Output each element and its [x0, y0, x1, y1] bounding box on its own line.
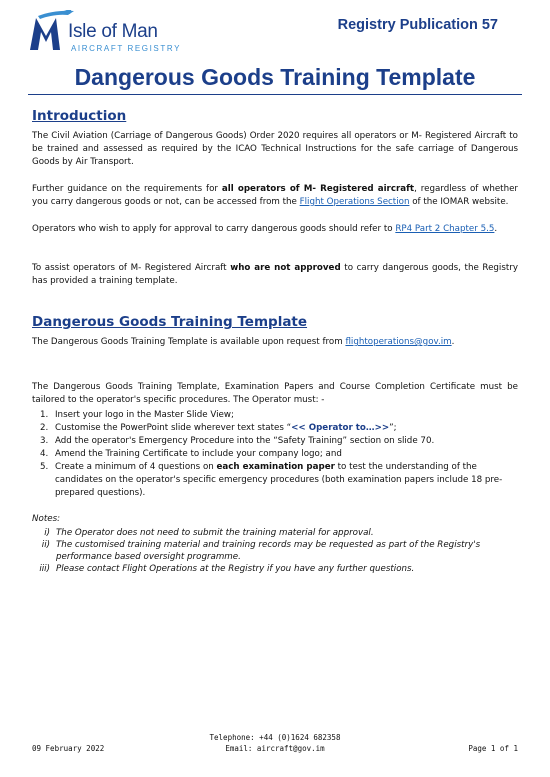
logo-name-text: Isle of Man: [68, 21, 158, 42]
list-item: [32, 527, 518, 539]
intro-heading: Introduction: [32, 108, 127, 124]
intro-paragraph-1: The Civil Aviation (Carriage of Dangerous Goods) Order 2020 requires all operators or M- Registered Aircraft to be trained and assessed as required by the ICAO Technical Instructions for the safe carriage of Dangerous Goods by Air Transport.: [32, 131, 518, 167]
footer-telephone: Telephone: +44 (0)1624 682358: [209, 733, 341, 742]
step-text: to test the understanding of the candidates on the operator's specific emergency procedures (both examination papers include 18 pre-prepared questions).: [55, 462, 503, 498]
step-number: 4.: [40, 449, 49, 459]
notes-list: [32, 527, 518, 575]
intro-p2-text-c: , regardless of whether you carry dangerous goods or not, can be accessed from the: [32, 184, 519, 207]
note-text: The customised training material and training records may be requested as part of the Registry's performance based oversight programme.: [56, 540, 481, 562]
list-item: [32, 422, 518, 435]
list-item: [32, 539, 518, 563]
intro-paragraph-4: [32, 262, 518, 288]
intro-p4-bold: who are not approved: [230, 263, 341, 273]
logo-subtitle-text: AIRCRAFT REGISTRY: [71, 44, 182, 53]
step-text: ”;: [389, 423, 397, 433]
operator-steps-list: [32, 409, 518, 500]
title-divider: [28, 94, 522, 95]
page-title: Dangerous Goods Training Template: [74, 64, 476, 90]
template-p1-text-b: .: [451, 337, 455, 347]
notes-heading: Notes:: [32, 514, 61, 524]
list-item: [32, 563, 518, 575]
intro-p2-text-a: Further guidance on the requirements for: [32, 184, 222, 194]
step-text: Create a minimum of 4 questions on: [55, 462, 217, 472]
template-p1-text-a: The Dangerous Goods Training Template is available upon request from: [32, 337, 346, 347]
rp4-part2-chapter-link[interactable]: RP4 Part 2 Chapter 5.5: [395, 224, 495, 234]
intro-p4-text-c: to carry dangerous goods, the Registry has provided a training template.: [32, 263, 518, 286]
step-number: 5.: [40, 462, 49, 472]
intro-p2-text-d: of the IOMAR website.: [409, 197, 509, 207]
template-paragraph-2: The Dangerous Goods Training Template, Examination Papers and Course Completion Certificate must be tailored to the operator's specific procedures. The Operator must: -: [32, 382, 518, 405]
list-item: [32, 409, 518, 422]
intro-paragraph-2: [32, 183, 518, 209]
list-item: [32, 461, 518, 500]
intro-p3-text-b: .: [494, 224, 498, 234]
footer-email: Email: aircraft@gov.im: [225, 744, 325, 753]
note-number: i): [44, 528, 50, 538]
list-item: [32, 448, 518, 461]
step-bold-text: each examination paper: [216, 462, 335, 472]
note-text: The Operator does not need to submit the training material for approval.: [56, 528, 374, 538]
intro-p2-bold: all operators of M- Registered aircraft: [221, 184, 415, 194]
step-number: 3.: [40, 436, 49, 446]
step-text: Amend the Training Certificate to include your company logo; and: [55, 449, 342, 459]
publication-label: Registry Publication 57: [337, 17, 498, 33]
operator-placeholder-text: << Operator to…>>: [291, 423, 390, 433]
step-text: Insert your logo in the Master Slide View;: [55, 410, 234, 420]
flight-operations-section-link[interactable]: Flight Operations Section: [299, 197, 410, 207]
note-text: Please contact Flight Operations at the Registry if you have any further questions.: [56, 564, 415, 574]
flightoperations-email-link[interactable]: flightoperations@gov.im: [345, 337, 452, 347]
footer-page-number: Page 1 of 1: [468, 744, 518, 753]
template-section-heading: Dangerous Goods Training Template: [32, 314, 308, 330]
isle-of-man-aircraft-registry-logo: [28, 10, 182, 56]
note-number: iii): [39, 564, 50, 574]
template-paragraph-1: [32, 336, 518, 349]
step-number: 1.: [40, 410, 49, 420]
intro-p3-text-a: Operators who wish to apply for approval to carry dangerous goods should refer to: [32, 224, 396, 234]
step-text: Add the operator's Emergency Procedure into the “Safety Training” section on slide 70.: [55, 436, 435, 446]
intro-paragraph-3: [32, 223, 518, 236]
note-number: ii): [41, 540, 50, 550]
footer-date: 09 February 2022: [32, 744, 105, 753]
step-number: 2.: [40, 423, 49, 433]
intro-p4-text-a: To assist operators of M- Registered Aircraft: [32, 263, 231, 273]
step-text: Customise the PowerPoint slide wherever text states “: [55, 423, 292, 433]
list-item: [32, 435, 518, 448]
